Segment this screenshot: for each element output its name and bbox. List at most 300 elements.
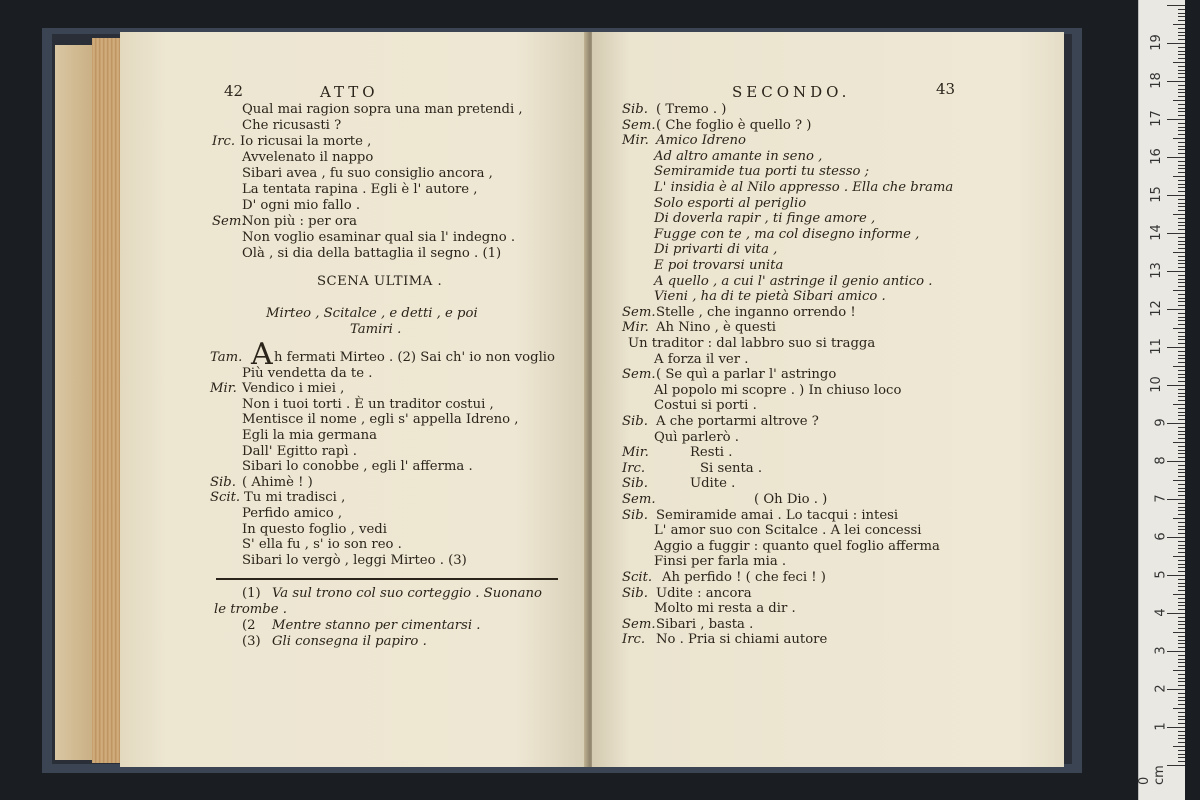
ruler-tick xyxy=(1178,579,1185,580)
ruler-tick xyxy=(1178,294,1185,295)
verse-line: Solo esporti al periglio xyxy=(654,195,807,211)
ruler-tick xyxy=(1178,180,1185,181)
verse-line: Aggio a fuggir : quanto quel foglio afferma xyxy=(654,538,940,554)
ruler-tick xyxy=(1178,111,1185,112)
ruler-tick xyxy=(1167,271,1185,272)
speaker-label: Scit. xyxy=(622,570,653,585)
ruler-tick xyxy=(1173,24,1185,25)
ruler-tick xyxy=(1173,252,1185,253)
ruler-tick xyxy=(1178,624,1185,625)
verse-line: Sibari lo vergò , leggi Mirteo . (3) xyxy=(242,552,467,568)
ruler-tick xyxy=(1178,742,1185,743)
verse-line: ( Se quì a parlar l' astringo xyxy=(656,367,837,383)
left-page xyxy=(120,32,586,767)
ruler-tick xyxy=(1167,765,1185,766)
ruler-tick xyxy=(1178,229,1185,230)
ruler-tick xyxy=(1173,290,1185,291)
ruler-label: 17 xyxy=(1149,110,1165,127)
ruler-tick xyxy=(1178,256,1185,257)
ruler-tick xyxy=(1178,377,1185,378)
ruler-tick xyxy=(1178,123,1185,124)
ruler-tick xyxy=(1178,488,1185,489)
running-header-right: SECONDO. xyxy=(732,83,851,101)
ruler-label: 2 xyxy=(1153,684,1169,693)
ruler-tick xyxy=(1178,617,1185,618)
footnote-text: le trombe . xyxy=(214,602,287,617)
ruler-tick xyxy=(1178,564,1185,565)
verse-line: Io ricusai la morte , xyxy=(240,134,372,149)
ruler-tick xyxy=(1178,370,1185,371)
verse-line: h fermati Mirteo . (2) Sai ch' io non voglio xyxy=(274,350,555,365)
ruler-tick xyxy=(1178,54,1185,55)
ruler-tick xyxy=(1178,723,1185,724)
ruler-tick xyxy=(1178,362,1185,363)
ruler-tick xyxy=(1167,537,1185,538)
ruler-tick xyxy=(1178,548,1185,549)
verse-line: In questo foglio , vedi xyxy=(242,521,387,537)
speaker-label: Sem. xyxy=(622,492,656,507)
ruler-tick xyxy=(1178,647,1185,648)
ruler-label: 1 xyxy=(1153,722,1169,731)
ruler-tick xyxy=(1178,431,1185,432)
speaker-label: Sem. xyxy=(212,214,246,229)
ruler-label: 13 xyxy=(1149,262,1165,279)
verse-line: Di privarti di vita , xyxy=(654,242,778,258)
verse-line: No . Pria si chiami autore xyxy=(656,632,828,648)
ruler-tick xyxy=(1178,666,1185,667)
ruler-tick xyxy=(1178,446,1185,447)
verse-line: A forza il ver . xyxy=(654,351,749,367)
verse-line: Tu mi tradisci , xyxy=(244,490,346,506)
ruler-tick xyxy=(1178,184,1185,185)
ruler-tick xyxy=(1178,465,1185,466)
scene-cast-line: Mirteo , Scitalce , e detti , e poi xyxy=(266,306,478,321)
ruler-tick xyxy=(1178,586,1185,587)
scene-title: SCENA ULTIMA . xyxy=(317,274,443,289)
ruler-tick xyxy=(1178,191,1185,192)
ruler-tick xyxy=(1178,453,1185,454)
verse-line: E poi trovarsi unita xyxy=(654,258,784,273)
ruler-tick xyxy=(1178,142,1185,143)
ruler-tick xyxy=(1173,366,1185,367)
ruler-tick xyxy=(1178,693,1185,694)
ruler-tick xyxy=(1178,469,1185,470)
ruler-tick xyxy=(1178,96,1185,97)
ruler-tick xyxy=(1167,347,1185,348)
ruler-label: 18 xyxy=(1149,72,1165,89)
ruler-tick xyxy=(1178,541,1185,542)
ruler-tick xyxy=(1178,602,1185,603)
verse-line: Sibari avea , fu suo consiglio ancora , xyxy=(242,166,493,181)
ruler-label: 12 xyxy=(1149,300,1165,317)
ruler-tick xyxy=(1178,434,1185,435)
ruler-tick xyxy=(1178,628,1185,629)
ruler-tick xyxy=(1178,286,1185,287)
verse-line: Semiramide amai . Lo tacqui : intesi xyxy=(656,507,899,523)
ruler-tick xyxy=(1173,480,1185,481)
ruler-tick xyxy=(1178,301,1185,302)
ruler-tick xyxy=(1178,267,1185,268)
ruler-tick xyxy=(1178,396,1185,397)
ruler-tick xyxy=(1178,735,1185,736)
verse-line: Udite . xyxy=(690,476,736,492)
ruler-tick xyxy=(1178,700,1185,701)
page-number-left: 42 xyxy=(224,82,244,100)
ruler-tick xyxy=(1178,609,1185,610)
verse-line: Ad altro amante in seno , xyxy=(654,148,823,164)
ruler-tick xyxy=(1178,263,1185,264)
ruler-tick xyxy=(1178,529,1185,530)
ruler-label: 5 xyxy=(1153,570,1169,579)
ruler-tick xyxy=(1178,203,1185,204)
measurement-ruler xyxy=(1138,0,1185,800)
ruler-label: 9 xyxy=(1153,418,1169,427)
right-page xyxy=(592,32,1064,767)
verse-line: L' insidia è al Nilo appresso . Ella che brama xyxy=(654,180,954,195)
ruler-tick xyxy=(1178,9,1185,10)
ruler-tick xyxy=(1167,119,1185,120)
ruler-tick xyxy=(1178,552,1185,553)
ruler-label: 19 xyxy=(1149,34,1165,51)
ruler-tick xyxy=(1167,689,1185,690)
ruler-tick xyxy=(1178,754,1185,755)
ruler-tick xyxy=(1178,199,1185,200)
ruler-tick xyxy=(1178,305,1185,306)
ruler-tick xyxy=(1178,108,1185,109)
ruler-tick xyxy=(1178,73,1185,74)
ruler-label: 6 xyxy=(1153,532,1169,541)
ruler-tick xyxy=(1178,298,1185,299)
ruler-tick xyxy=(1178,47,1185,48)
ruler-label: 16 xyxy=(1149,148,1165,165)
ruler-tick xyxy=(1178,313,1185,314)
ruler-tick xyxy=(1178,472,1185,473)
ruler-tick xyxy=(1178,351,1185,352)
speaker-label: Irc. xyxy=(622,632,646,648)
ruler-tick xyxy=(1178,514,1185,515)
ruler-tick xyxy=(1173,556,1185,557)
verse-line: Egli la mia germana xyxy=(242,428,378,443)
ruler-tick xyxy=(1178,218,1185,219)
verse-line: ( Ahimè ! ) xyxy=(242,474,313,490)
ruler-tick xyxy=(1178,491,1185,492)
ruler-tick xyxy=(1178,674,1185,675)
ruler-tick xyxy=(1178,16,1185,17)
ruler-tick xyxy=(1178,13,1185,14)
verse-line: Non più : per ora xyxy=(242,214,357,229)
verse-line: La tentata rapina . Egli è l' autore , xyxy=(242,182,478,197)
ruler-tick xyxy=(1178,704,1185,705)
ruler-tick xyxy=(1178,282,1185,283)
ruler-tick xyxy=(1167,575,1185,576)
ruler-tick xyxy=(1178,393,1185,394)
ruler-tick xyxy=(1167,423,1185,424)
ruler-tick xyxy=(1178,545,1185,546)
ruler-tick xyxy=(1178,115,1185,116)
ruler-tick xyxy=(1178,438,1185,439)
ruler-tick xyxy=(1178,719,1185,720)
verse-line: Finsi per farla mia . xyxy=(654,554,787,570)
ruler-tick xyxy=(1178,640,1185,641)
footnote-text: Va sul trono col suo corteggio . Suonano xyxy=(272,586,542,601)
verse-line: Non i tuoi torti . È un traditor costui , xyxy=(242,396,494,412)
ruler-tick xyxy=(1178,149,1185,150)
ruler-tick xyxy=(1178,58,1185,59)
verse-line: Avvelenato il nappo xyxy=(242,150,374,165)
ruler-tick xyxy=(1178,244,1185,245)
ruler-tick xyxy=(1178,412,1185,413)
ruler-tick xyxy=(1173,176,1185,177)
ruler-tick xyxy=(1167,5,1185,6)
ruler-tick xyxy=(1178,598,1185,599)
ruler-tick xyxy=(1178,248,1185,249)
ruler-tick xyxy=(1178,153,1185,154)
ruler-tick xyxy=(1167,461,1185,462)
ruler-label: 11 xyxy=(1149,338,1165,355)
ruler-tick xyxy=(1178,222,1185,223)
ruler-label: 7 xyxy=(1153,494,1169,503)
verse-line: Quì parlerò . xyxy=(654,429,739,445)
ruler-tick xyxy=(1178,415,1185,416)
verse-line: Che ricusasti ? xyxy=(242,118,342,133)
ruler-tick xyxy=(1178,731,1185,732)
ruler-tick xyxy=(1178,571,1185,572)
ruler-tick xyxy=(1178,408,1185,409)
ruler-tick xyxy=(1178,161,1185,162)
ruler-tick xyxy=(1178,339,1185,340)
ruler-tick xyxy=(1178,39,1185,40)
verse-line: Molto mi resta a dir . xyxy=(654,601,796,617)
ruler-tick xyxy=(1178,343,1185,344)
ruler-tick xyxy=(1178,324,1185,325)
ruler-tick xyxy=(1178,260,1185,261)
ruler-tick xyxy=(1178,560,1185,561)
ruler-tick xyxy=(1167,727,1185,728)
ruler-tick xyxy=(1178,237,1185,238)
ruler-tick xyxy=(1178,28,1185,29)
speaker-label: Sem. xyxy=(622,117,656,133)
footnote-number: (3) xyxy=(242,634,261,649)
verse-line: S' ella fu , s' io son reo . xyxy=(242,537,402,553)
verse-line: D' ogni mio fallo . xyxy=(242,198,361,213)
ruler-tick xyxy=(1178,104,1185,105)
ruler-tick xyxy=(1167,385,1185,386)
verse-line: Sibari , basta . xyxy=(656,616,754,632)
ruler-label: 4 xyxy=(1153,608,1169,617)
verse-line: ( Tremo . ) xyxy=(656,102,727,117)
ruler-tick xyxy=(1178,590,1185,591)
speaker-label: Irc. xyxy=(212,134,236,149)
speaker-label: Scit. xyxy=(210,490,241,506)
ruler-tick xyxy=(1178,355,1185,356)
ruler-tick xyxy=(1178,400,1185,401)
verse-line: Udite : ancora xyxy=(656,585,752,601)
speaker-label: Sib. xyxy=(210,474,236,490)
verse-line: Al popolo mi scopre . ) In chiuso loco xyxy=(654,382,902,398)
ruler-tick xyxy=(1178,77,1185,78)
ruler-label: 15 xyxy=(1149,186,1165,203)
ruler-tick xyxy=(1178,621,1185,622)
ruler-tick xyxy=(1178,583,1185,584)
verse-line: Semiramide tua porti tu stesso ; xyxy=(654,164,870,180)
ruler-tick xyxy=(1178,738,1185,739)
ruler-tick xyxy=(1178,336,1185,337)
verse-line: Qual mai ragion sopra una man pretendi , xyxy=(242,102,523,117)
ruler-tick xyxy=(1178,659,1185,660)
ruler-tick xyxy=(1178,206,1185,207)
speaker-label: Mir. xyxy=(210,381,237,397)
speaker-label: Tam. xyxy=(210,350,243,365)
ruler-tick xyxy=(1178,241,1185,242)
ruler-tick xyxy=(1178,381,1185,382)
ruler-tick xyxy=(1178,605,1185,606)
ruler-tick xyxy=(1178,89,1185,90)
speaker-label: Sib. xyxy=(622,507,648,523)
ruler-tick xyxy=(1167,651,1185,652)
speaker-label: Mir. xyxy=(622,133,649,149)
speaker-label: Sem. xyxy=(622,367,656,383)
scene-cast-line-2: Tamiri . xyxy=(350,322,402,337)
page-number-right: 43 xyxy=(936,80,956,98)
ruler-tick xyxy=(1173,670,1185,671)
speaker-label: Sem. xyxy=(622,616,656,632)
speaker-label: Sib. xyxy=(622,414,648,429)
ruler-tick xyxy=(1173,746,1185,747)
ruler-tick xyxy=(1178,761,1185,762)
ruler-tick xyxy=(1178,681,1185,682)
ruler-tick xyxy=(1167,613,1185,614)
footnote-number: (1) xyxy=(242,586,261,601)
ruler-tick xyxy=(1178,85,1185,86)
ruler-tick xyxy=(1167,309,1185,310)
ruler-tick xyxy=(1178,750,1185,751)
ruler-tick xyxy=(1173,442,1185,443)
ruler-tick xyxy=(1173,404,1185,405)
ruler-tick xyxy=(1178,533,1185,534)
verse-line: Fugge con te , ma col disegno informe , xyxy=(654,226,920,242)
ruler-tick xyxy=(1178,134,1185,135)
ruler-label: 8 xyxy=(1153,456,1169,465)
ruler-tick xyxy=(1178,165,1185,166)
ruler-tick xyxy=(1178,317,1185,318)
ruler-tick xyxy=(1178,225,1185,226)
verse-line: L' amor suo con Scitalce . A lei concessi xyxy=(654,523,922,539)
footnote-rule xyxy=(216,578,558,580)
ruler-tick xyxy=(1178,716,1185,717)
verse-line: Mentisce il nome , egli s' appella Idreno , xyxy=(242,412,519,428)
verse-line: Sibari lo conobbe , egli l' afferma . xyxy=(242,459,473,475)
ruler-tick xyxy=(1178,495,1185,496)
ruler-tick xyxy=(1178,210,1185,211)
ruler-tick xyxy=(1178,697,1185,698)
ruler-label: 3 xyxy=(1153,646,1169,655)
ruler-label: 0 cm xyxy=(1137,765,1167,785)
verse-line: Stelle , che inganno orrendo ! xyxy=(656,304,856,320)
verse-line: Non voglio esaminar qual sia l' indegno . xyxy=(242,230,516,245)
ruler-tick xyxy=(1178,526,1185,527)
verse-line: Vieni , ha di te pietà Sibari amico . xyxy=(654,289,886,305)
verse-line: Costui si porti . xyxy=(654,398,757,414)
ruler-tick xyxy=(1173,138,1185,139)
ruler-tick xyxy=(1178,685,1185,686)
ruler-tick xyxy=(1178,374,1185,375)
ruler-tick xyxy=(1178,419,1185,420)
ruler-tick xyxy=(1173,632,1185,633)
verse-line: Di doverla rapir , ti finge amore , xyxy=(654,211,876,227)
verse-line: Dall' Egitto rapì . xyxy=(242,443,357,459)
ruler-tick xyxy=(1178,503,1185,504)
ruler-tick xyxy=(1167,195,1185,196)
ruler-tick xyxy=(1178,332,1185,333)
speaker-label: Mir. xyxy=(622,320,649,336)
speaker-label: Sib. xyxy=(622,476,648,492)
footnote-number: (2 xyxy=(242,618,256,633)
ruler-tick xyxy=(1178,507,1185,508)
speaker-label: Irc. xyxy=(622,460,646,476)
verse-line: Vendico i miei , xyxy=(242,381,345,397)
ruler-tick xyxy=(1167,157,1185,158)
ruler-tick xyxy=(1178,476,1185,477)
ruler-tick xyxy=(1167,499,1185,500)
ruler-tick xyxy=(1178,662,1185,663)
speaker-label: Mir. xyxy=(622,445,649,461)
ruler-tick xyxy=(1178,757,1185,758)
ruler-tick xyxy=(1178,66,1185,67)
running-header-left: ATTO xyxy=(320,83,379,101)
ruler-label: 14 xyxy=(1149,224,1165,241)
verse-line: ( Oh Dio . ) xyxy=(754,492,828,507)
ruler-tick xyxy=(1178,636,1185,637)
ruler-tick xyxy=(1173,100,1185,101)
ruler-tick xyxy=(1178,187,1185,188)
ruler-tick xyxy=(1178,51,1185,52)
footnote-text: Mentre stanno per cimentarsi . xyxy=(272,618,481,633)
speaker-label: Sib. xyxy=(622,102,648,117)
ruler-tick xyxy=(1178,130,1185,131)
ruler-tick xyxy=(1173,518,1185,519)
ruler-tick xyxy=(1178,35,1185,36)
ruler-tick xyxy=(1178,146,1185,147)
ruler-tick xyxy=(1167,43,1185,44)
verse-line: Ah Nino , è questi xyxy=(656,320,776,336)
speaker-label: Sib. xyxy=(622,585,648,601)
ruler-tick xyxy=(1178,92,1185,93)
ruler-tick xyxy=(1178,127,1185,128)
ruler-tick xyxy=(1178,70,1185,71)
ruler-tick xyxy=(1178,32,1185,33)
footnote-text: Gli consegna il papiro . xyxy=(272,634,427,649)
verse-line: ( Che foglio è quello ? ) xyxy=(656,117,812,133)
verse-line: Amico Idreno xyxy=(656,133,746,149)
ruler-tick xyxy=(1178,510,1185,511)
verse-line: Un traditor : dal labbro suo si tragga xyxy=(628,336,876,351)
ruler-tick xyxy=(1173,708,1185,709)
verse-line: Perfido amico , xyxy=(242,506,343,521)
ruler-tick xyxy=(1178,358,1185,359)
ruler-tick xyxy=(1167,233,1185,234)
ruler-tick xyxy=(1178,457,1185,458)
ruler-tick xyxy=(1178,450,1185,451)
ruler-tick xyxy=(1178,320,1185,321)
ruler-tick xyxy=(1173,62,1185,63)
verse-line: Olà , si dia della battaglia il segno . (1) xyxy=(242,246,502,261)
speaker-label: Sem. xyxy=(622,304,656,320)
ruler-tick xyxy=(1178,275,1185,276)
ruler-tick xyxy=(1178,279,1185,280)
ruler-tick xyxy=(1178,643,1185,644)
ruler-tick xyxy=(1178,172,1185,173)
verse-line: Più vendetta da te . xyxy=(242,365,373,381)
